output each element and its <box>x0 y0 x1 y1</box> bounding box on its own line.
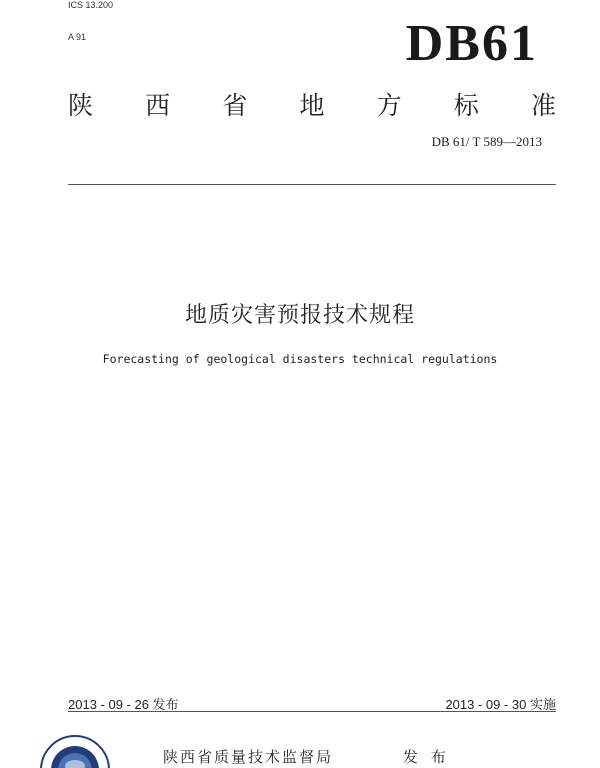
standard-type-char: 准 <box>530 91 556 120</box>
document-title: 地质灾害预报技术规程 <box>184 303 415 328</box>
ics-code: ICS 13.200 <box>68 0 114 10</box>
category-code: A 91 <box>68 32 87 42</box>
issue-label: 发 布 <box>403 748 450 766</box>
official-seal-icon <box>30 728 120 768</box>
standard-type-char: 西 <box>145 91 171 120</box>
footer-divider <box>68 711 556 712</box>
standard-type-char: 标 <box>453 91 479 120</box>
standard-type-char: 方 <box>376 91 402 120</box>
standard-type-heading <box>68 86 556 122</box>
standard-type-char: 地 <box>299 91 325 120</box>
header-divider <box>68 184 556 185</box>
document-subtitle: Forecasting of geological disasters technical regulations <box>102 352 498 366</box>
standard-number: DB 61/ T 589—2013 <box>431 134 542 149</box>
db61-logo: DB61 <box>405 15 538 72</box>
standard-type-char: 陕 <box>68 91 94 120</box>
implement-date: 2013 - 09 - 30 实施 <box>445 697 556 712</box>
standard-type-char: 省 <box>222 91 248 120</box>
issuing-authority: 陕西省质量技术监督局 <box>163 748 334 766</box>
publish-date: 2013 - 09 - 26 发布 <box>68 697 179 712</box>
